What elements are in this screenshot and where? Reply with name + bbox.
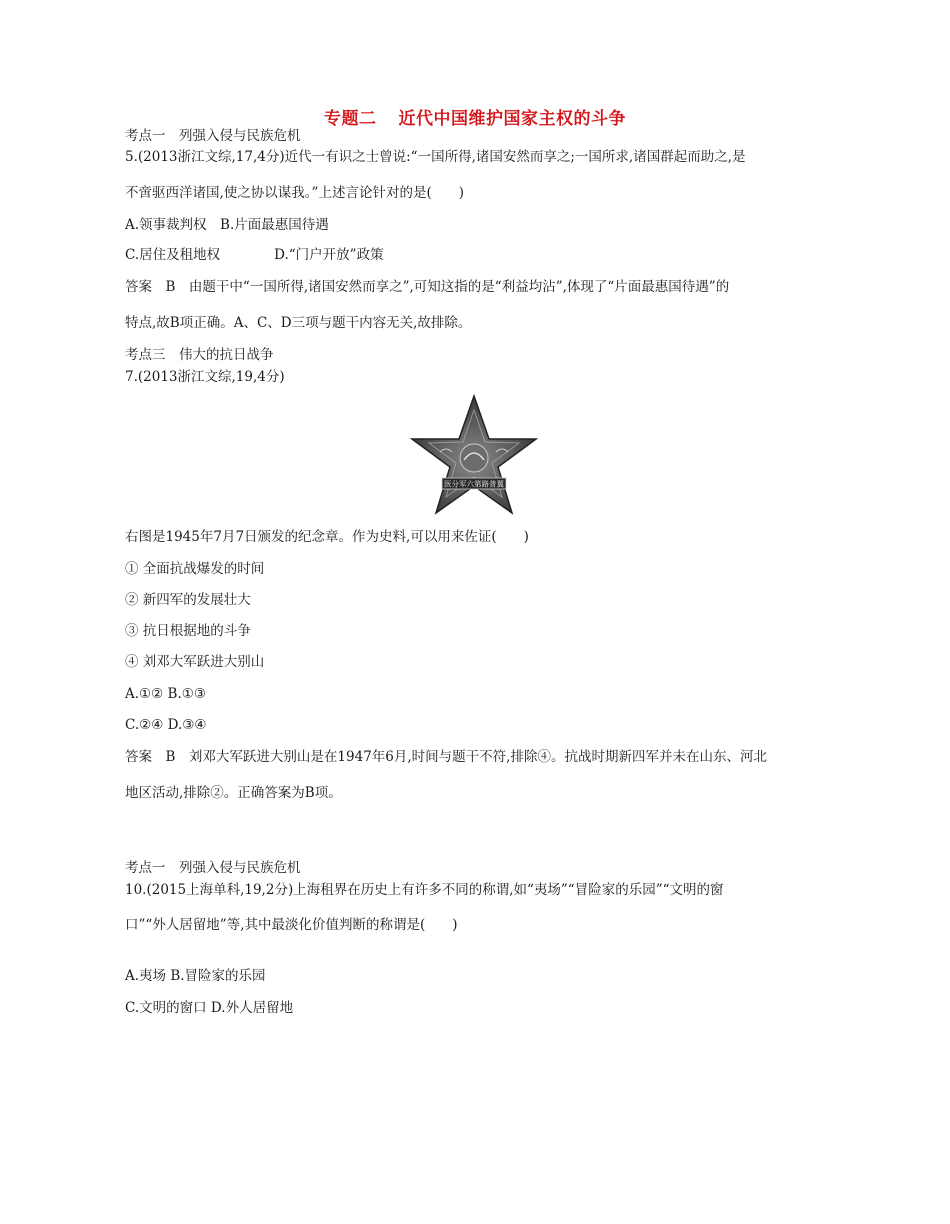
page-title — [0, 104, 950, 129]
question-7-options-2: C.②④ D.③④ — [125, 717, 207, 733]
question-10-line-2: 口”“外人居留地”等,其中最淡化价值判断的称谓是( ) — [125, 917, 458, 933]
question-7-options-1: A.①② B.①③ — [125, 686, 206, 702]
answer-7-line-2: 地区活动,排除②。正确答案为B项。 — [125, 785, 342, 801]
question-5-options-1: A.领事裁判权 B.片面最惠国待遇 — [125, 217, 329, 233]
question-10-options-1: A.夷场 B.冒险家的乐园 — [125, 968, 266, 984]
question-7-stem: 右图是1945年7月7日颁发的纪念章。作为史料,可以用来佐证( ) — [125, 529, 529, 545]
question-5-line-1: 5.(2013浙江文综,17,4分)近代一有识之士曾说:“一国所得,诸国安然而享之;一国所求,诸国群起而助之,是 — [125, 149, 746, 165]
statement-1: ① 全面抗战爆发的时间 — [125, 561, 265, 577]
title-part-2: 近代中国维护国家主权的斗争 — [398, 109, 626, 129]
medal-inscription: 医分军六第路普翼 — [444, 479, 504, 489]
question-10-line-1: 10.(2015上海单科,19,2分)上海租界在历史上有许多不同的称谓,如“夷场”“冒险家的乐园”“文明的窗 — [125, 882, 724, 898]
title-part-1: 专题二 — [324, 109, 377, 129]
section-2-heading: 考点三 伟大的抗日战争 — [125, 347, 274, 363]
section-3-heading: 考点一 列强入侵与民族危机 — [125, 860, 301, 876]
question-10-options-2: C.文明的窗口 D.外人居留地 — [125, 1000, 294, 1016]
section-1-heading: 考点一 列强入侵与民族危机 — [125, 128, 301, 144]
answer-7-line-1: 答案 B 刘邓大军跃进大别山是在1947年6月,时间与题干不符,排除④。抗战时期新四军并未在山东、河北 — [125, 749, 767, 765]
statement-3: ③ 抗日根据地的斗争 — [125, 623, 251, 639]
commemorative-medal-image — [410, 394, 538, 516]
statement-2: ② 新四军的发展壮大 — [125, 592, 251, 608]
question-5-line-2: 不啻驱西洋诸国,使之协以谋我。”上述言论针对的是( ) — [125, 185, 464, 201]
question-5-options-2: C.居住及租地权 D.“门户开放”政策 — [125, 247, 384, 263]
question-7-line-1: 7.(2013浙江文综,19,4分) — [125, 369, 285, 385]
answer-5-line-2: 特点,故B项正确。A、C、D三项与题干内容无关,故排除。 — [125, 315, 472, 331]
statement-4: ④ 刘邓大军跃进大别山 — [125, 654, 265, 670]
answer-5-line-1: 答案 B 由题干中“一国所得,诸国安然而享之”,可知这指的是“利益均沾”,体现了“片面最惠国待遇”的 — [125, 279, 730, 295]
